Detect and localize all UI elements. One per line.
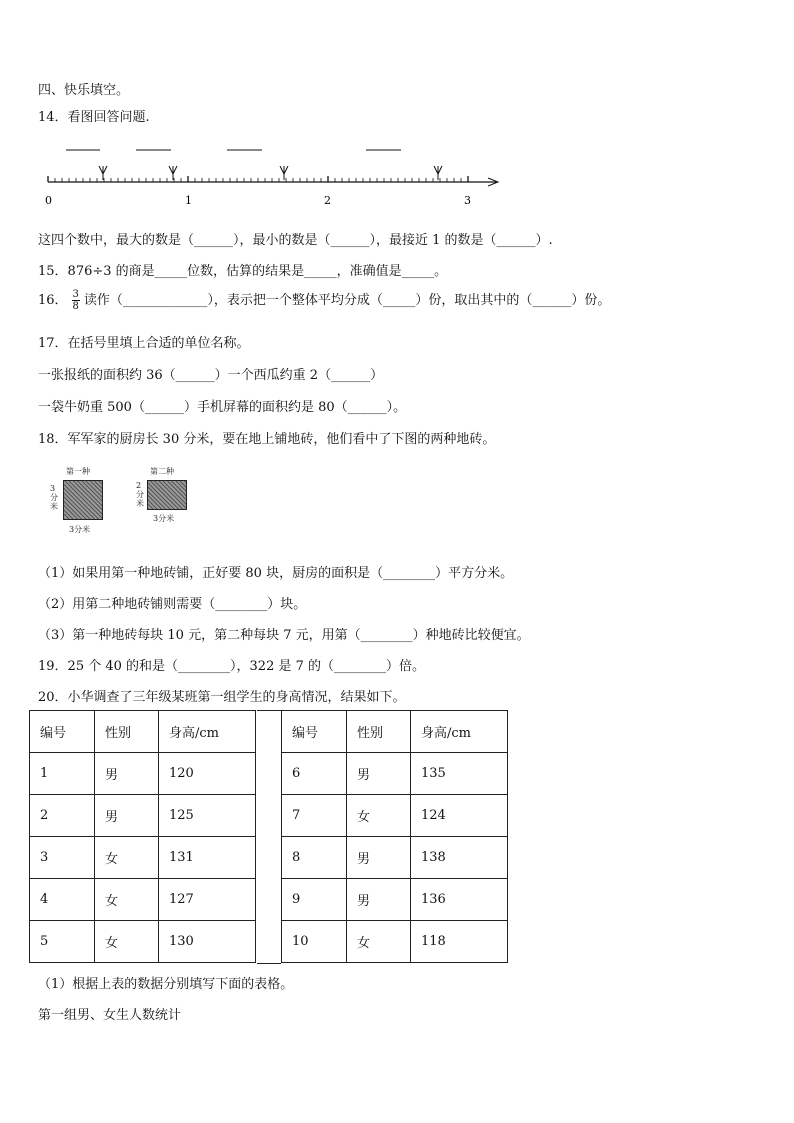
q20-title: 20．小华调查了三年级某班第一组学生的身高情况，结果如下。 (38, 690, 406, 705)
axis-ticks (48, 176, 468, 182)
q16-question (38, 289, 610, 312)
table-cell: 127 (159, 879, 256, 921)
q14-question: 这四个数中，最大的数是（______），最小的数是（______），最接近 1 的数是（______）. (38, 233, 553, 248)
tile-figure-2 (134, 466, 204, 526)
tile1-square (63, 480, 103, 520)
section-title: 四、快乐填空。 (38, 83, 130, 98)
pointer-arrow-icon (434, 166, 442, 180)
table-cell: 9 (282, 879, 347, 921)
table-cell: 6 (282, 753, 347, 795)
height-table-left (29, 710, 256, 963)
q14-title: 14．看图回答问题. (38, 110, 150, 125)
table-row (282, 837, 508, 879)
table-row (30, 879, 256, 921)
table-cell: 7 (282, 795, 347, 837)
pointer-arrow-icon (280, 166, 288, 180)
table-row (282, 921, 508, 963)
tile2-bottom: 3分米 (153, 514, 175, 523)
table-cell: 1 (30, 753, 95, 795)
table-cell: 136 (411, 879, 508, 921)
table-cell: 124 (411, 795, 508, 837)
header-cell: 身高/cm (159, 711, 256, 753)
fraction-denominator: 8 (72, 301, 79, 312)
axis-label-0: 0 (45, 194, 52, 207)
tile1-side: 3 分 米 (50, 484, 58, 511)
q18-sub3: （3）第一种地砖每块 10 元，第二种每块 7 元，用第（________）种地砖比较便宜。 (38, 628, 530, 643)
q17-line2: 一袋牛奶重 500（______）手机屏幕的面积约是 80（______）。 (38, 400, 407, 415)
fraction (72, 289, 80, 312)
number-line-figure (38, 140, 508, 210)
q15-question: 15．876÷3 的商是_____位数，估算的结果是_____，准确值是_____。 (38, 264, 448, 279)
table-cell: 男 (347, 753, 411, 795)
pointer-arrow-icon (169, 166, 177, 180)
tile-figure-1 (48, 466, 118, 538)
table-row (30, 753, 256, 795)
axis-label-3: 3 (464, 194, 471, 207)
q18-title: 18．军军家的厨房长 30 分米，要在地上铺地砖，他们看中了下图的两种地砖。 (38, 432, 496, 447)
table-row (282, 753, 508, 795)
table-cell: 男 (95, 753, 159, 795)
table-row (282, 795, 508, 837)
table-cell: 125 (159, 795, 256, 837)
table-gap-column (257, 710, 281, 964)
table-cell: 10 (282, 921, 347, 963)
table-cell: 3 (30, 837, 95, 879)
pointer-arrow-icon (99, 166, 107, 180)
table-row (30, 795, 256, 837)
table-cell: 130 (159, 921, 256, 963)
header-cell: 身高/cm (411, 711, 508, 753)
q18-sub1: （1）如果用第一种地砖铺，正好要 80 块，厨房的面积是（________）平方分米。 (38, 566, 514, 581)
table-header-row (282, 711, 508, 753)
tile2-square (147, 480, 187, 510)
tile2-name: 第二种 (150, 467, 174, 476)
table-cell: 女 (95, 921, 159, 963)
height-table-right (281, 710, 508, 963)
fraction-numerator: 3 (72, 289, 79, 300)
axis-label-1: 1 (185, 194, 192, 207)
q17-line1: 一张报纸的面积约 36（______）一个西瓜约重 2（______） (38, 368, 384, 383)
tile1-name: 第一种 (66, 467, 90, 476)
tile2-side: 2 分 米 (136, 481, 144, 508)
q16-number: 16． (38, 293, 68, 308)
header-cell: 编号 (30, 711, 95, 753)
q20-sub1: （1）根据上表的数据分别填写下面的表格。 (38, 977, 294, 992)
table-cell: 4 (30, 879, 95, 921)
axis-label-2: 2 (324, 194, 331, 207)
table-cell: 男 (95, 795, 159, 837)
table-header-row (30, 711, 256, 753)
table-cell: 女 (347, 921, 411, 963)
header-cell: 性别 (347, 711, 411, 753)
table-cell: 2 (30, 795, 95, 837)
table-cell: 131 (159, 837, 256, 879)
table-cell: 女 (95, 837, 159, 879)
table-cell: 女 (347, 795, 411, 837)
table-row (282, 879, 508, 921)
header-cell: 性别 (95, 711, 159, 753)
table-cell: 118 (411, 921, 508, 963)
q19-question: 19．25 个 40 的和是（________），322 是 7 的（________）倍。 (38, 659, 426, 674)
tile1-bottom: 3分米 (69, 525, 91, 534)
table-cell: 男 (347, 879, 411, 921)
table-cell: 135 (411, 753, 508, 795)
q20-caption: 第一组男、女生人数统计 (38, 1008, 182, 1023)
table-cell: 120 (159, 753, 256, 795)
q17-title: 17．在括号里填上合适的单位名称。 (38, 336, 250, 351)
header-cell: 编号 (282, 711, 347, 753)
table-row (30, 837, 256, 879)
table-cell: 5 (30, 921, 95, 963)
table-cell: 男 (347, 837, 411, 879)
table-row (30, 921, 256, 963)
table-cell: 女 (95, 879, 159, 921)
table-cell: 8 (282, 837, 347, 879)
table-cell: 138 (411, 837, 508, 879)
q16-text: 读作（_____________），表示把一个整体平均分成（_____）份，取出其中的（______）份。 (83, 293, 611, 308)
q18-sub2: （2）用第二种地砖铺则需要（________）块。 (38, 597, 307, 612)
